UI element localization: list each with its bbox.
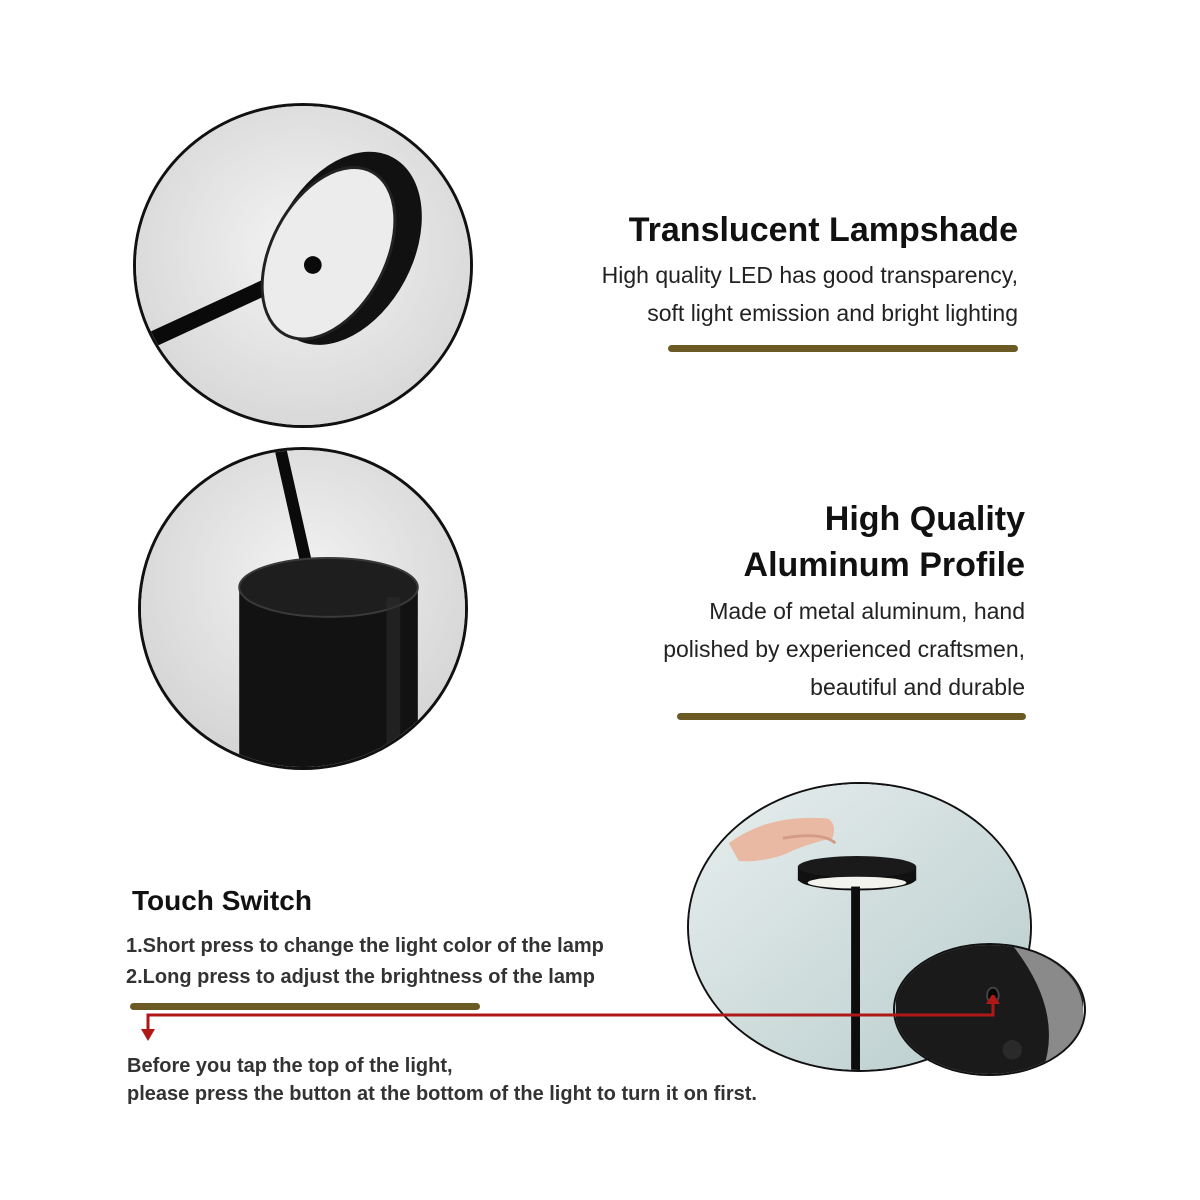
- feature-title-aluminum: [744, 497, 1025, 589]
- divider-rule: [677, 713, 1026, 720]
- desc-line: High quality LED has good transparency,: [601, 262, 1018, 288]
- title-line: High Quality: [824, 500, 1025, 538]
- note-line: please press the button at the bottom of the light to turn it on first.: [127, 1082, 757, 1105]
- base-photo: [138, 447, 468, 770]
- note-line: Before you tap the top of the light,: [127, 1055, 453, 1077]
- desc-line: soft light emission and bright lighting: [647, 300, 1018, 327]
- pointer-arrow: [135, 995, 1005, 1045]
- touch-switch-title: Touch Switch: [132, 885, 312, 916]
- usage-note: [127, 1053, 757, 1108]
- touch-step: 2.Long press to adjust the brightness of the lamp: [126, 966, 595, 988]
- lampshade-photo: [133, 103, 473, 428]
- feature-title-lampshade: Translucent Lampshade: [628, 211, 1018, 249]
- touch-step: 1.Short press to change the light color of the lamp: [126, 935, 604, 957]
- divider-rule: [668, 345, 1018, 352]
- feature-desc-lampshade: [602, 256, 1018, 332]
- title-line: Aluminum Profile: [743, 545, 1025, 584]
- desc-line: Made of metal aluminum, hand: [709, 598, 1025, 624]
- desc-line: beautiful and durable: [810, 674, 1025, 701]
- feature-desc-aluminum: [663, 592, 1025, 707]
- desc-line: polished by experienced craftsmen,: [663, 636, 1025, 663]
